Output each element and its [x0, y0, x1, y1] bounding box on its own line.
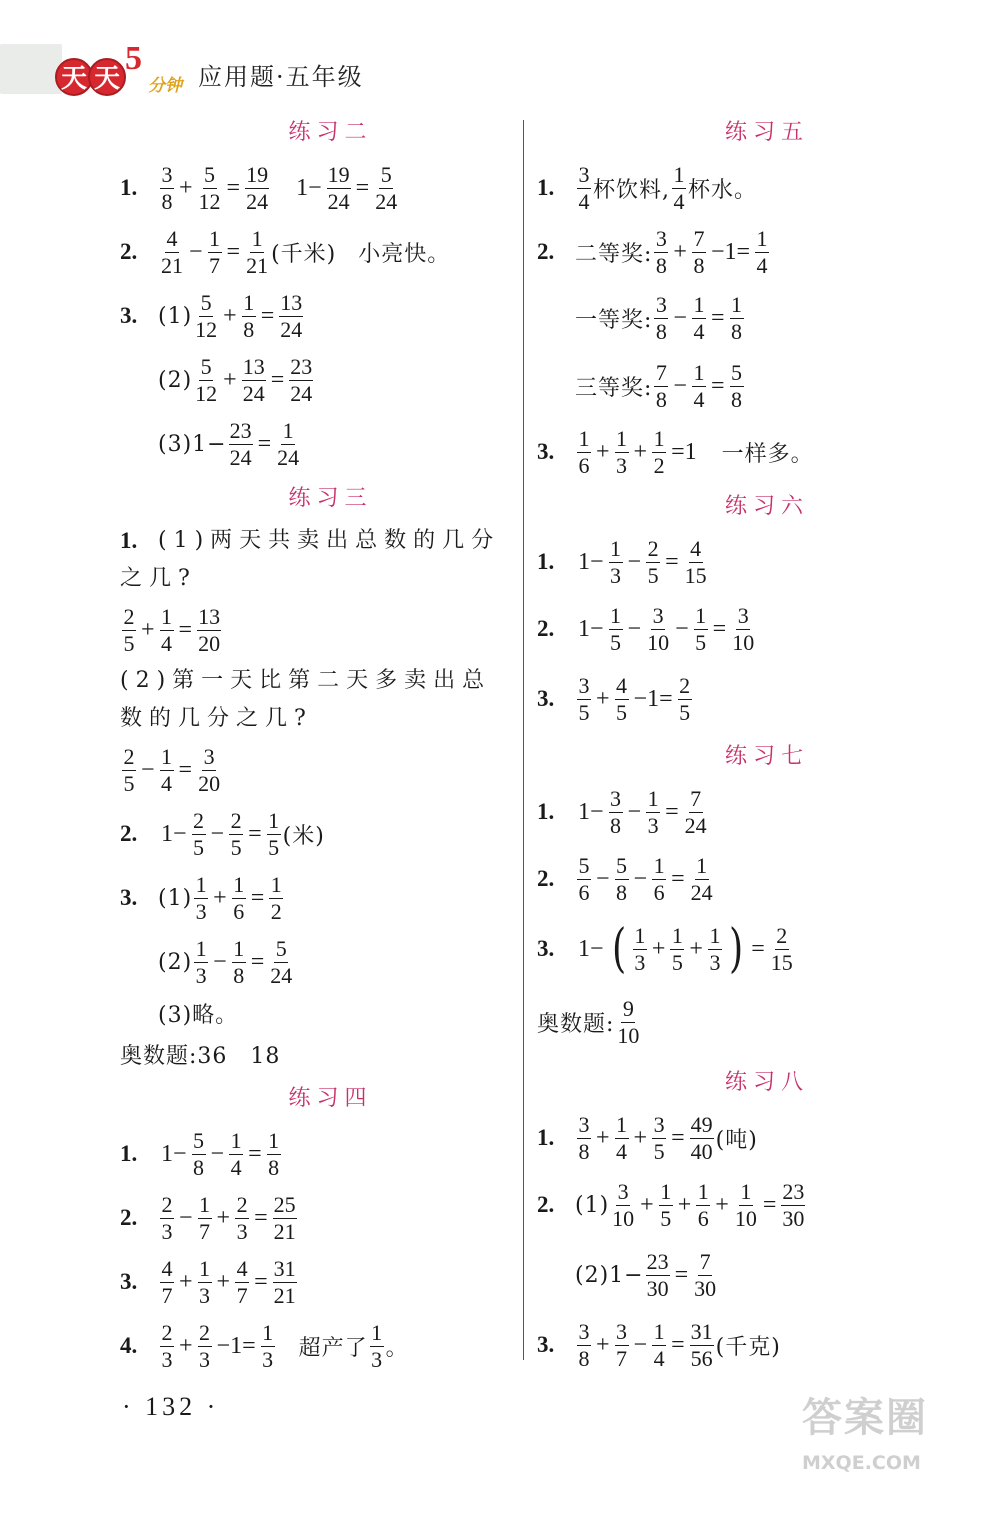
answer-text: 一样多。: [721, 441, 814, 467]
question-number: 2.: [537, 616, 555, 641]
fraction: $\frac{1}{3}$: [610, 535, 622, 588]
equation: $\frac{3}{8}$ + $\frac{5}{12}$ = $\frac{19}{24}$ 1− $\frac{19}{24}$ = $\frac{5}{24}$: [161, 161, 398, 214]
section-title-exercise-8: 练习八: [724, 1070, 809, 1095]
fraction: $\frac{7}{24}$: [684, 785, 707, 838]
column-divider: [523, 120, 524, 1360]
question-number: 3.: [120, 885, 138, 910]
fraction: $\frac{13}{24}$: [242, 353, 265, 406]
answer-row: [537, 352, 957, 420]
brand-logo-five: 5: [125, 40, 142, 77]
page-number: · 132 ·: [122, 1392, 220, 1421]
section-title-exercise-3: 练习三: [288, 486, 373, 511]
section-title-exercise-4: 练习四: [288, 1086, 373, 1111]
fraction: $\frac{31}{21}$: [273, 1255, 296, 1308]
answer-row: [120, 560, 515, 598]
fraction: $\frac{1}{5}$: [268, 807, 280, 860]
equation: $\frac{4}{21}$ − $\frac{1}{7}$ = $\frac{1}{21}$ (千米) 小亮快。: [161, 225, 451, 278]
equation: 1− $\frac{2}{5}$ − $\frac{2}{5}$ = $\frac{1}{5}$ (米): [161, 807, 325, 860]
fraction: $\frac{3}{8}$: [161, 161, 173, 214]
section-title-exercise-2: 练习二: [288, 120, 373, 145]
fraction: $\frac{3}{4}$: [578, 161, 590, 214]
brand-logo-minutes: 分钟: [148, 76, 182, 96]
fraction: $\frac{3}{10}$: [732, 602, 755, 655]
question-number: 3.: [537, 936, 555, 961]
equation: 1− $\frac{3}{8}$ − $\frac{1}{3}$ = $\frac{7}{24}$: [578, 785, 707, 838]
question-number: 2.: [120, 239, 138, 264]
fraction: $\frac{3}{8}$: [655, 291, 667, 344]
fraction: $\frac{23}{24}$: [229, 417, 252, 470]
fraction: $\frac{1}{4}$: [161, 603, 173, 656]
answer-row: [120, 220, 515, 284]
fraction: $\frac{19}{24}$: [246, 161, 269, 214]
answer-row: [537, 664, 957, 734]
answer-row: [120, 1032, 515, 1076]
brand-logo-tian-1: 天: [55, 58, 93, 96]
equation: $\frac{2}{5}$ + $\frac{1}{4}$ = $\frac{13}{20}$: [123, 603, 221, 656]
section-title-exercise-5: 练习五: [724, 120, 809, 145]
fraction: $\frac{25}{21}$: [273, 1191, 296, 1244]
fraction: $\frac{13}{24}$: [280, 289, 303, 342]
answer-row: [120, 1186, 515, 1250]
equation: (1) $\frac{3}{10}$ + $\frac{1}{5}$ + $\frac{1}{6}$ + $\frac{1}{10}$ = $\frac{23}{30}$: [575, 1178, 805, 1231]
answer-row: [120, 522, 515, 560]
fraction: $\frac{5}{12}$: [198, 161, 221, 214]
unit-label: (米): [282, 823, 325, 849]
answer-row: [537, 594, 957, 664]
fraction: $\frac{3}{8}$: [610, 785, 622, 838]
section-title-exercise-6: 练习六: [724, 494, 809, 519]
equation: $\frac{2}{3}$ − $\frac{1}{7}$ + $\frac{2}{3}$ = $\frac{25}{21}$: [161, 1191, 296, 1244]
fraction: $\frac{3}{5}$: [653, 1111, 665, 1164]
fraction: $\frac{1}{24}$: [277, 417, 300, 470]
fraction: $\frac{1}{6}$: [653, 852, 665, 905]
left-column: [120, 110, 515, 1378]
fraction: $\frac{1}{7}$: [209, 225, 221, 278]
equation: (2) $\frac{5}{12}$ + $\frac{13}{24}$ = $\frac{23}{24}$: [158, 353, 313, 406]
fraction: $\frac{1}{6}$: [697, 1178, 709, 1231]
fraction: $\frac{2}{3}$: [161, 1319, 173, 1372]
watermark: [802, 1393, 972, 1503]
equation: 1− $\frac{1}{5}$ − $\frac{3}{10}$ − $\frac{1}{5}$ = $\frac{3}{10}$: [578, 602, 755, 655]
olympiad-answer: 奥数题:36 18: [120, 1043, 281, 1069]
fraction: $\frac{2}{5}$: [193, 807, 205, 860]
unit-label: (千克): [715, 1334, 781, 1360]
question-number: 3.: [120, 303, 138, 328]
answer-text: (3)略。: [158, 1002, 239, 1028]
section-title-exercise-7: 练习七: [724, 744, 809, 769]
fraction: $\frac{9}{10}$: [617, 995, 640, 1048]
equation: $\frac{3}{8}$ + $\frac{3}{7}$ − $\frac{1}{4}$ = $\frac{31}{56}$ (千克): [578, 1318, 781, 1371]
equation: $\frac{1}{6}$ + $\frac{1}{3}$ + $\frac{1}{2}$ =1 一样多。: [578, 425, 814, 478]
fraction: $\frac{3}{8}$: [578, 1318, 590, 1371]
fraction: $\frac{23}{24}$: [290, 353, 313, 406]
question-number: 3.: [537, 686, 555, 711]
question-number: 1.: [537, 175, 555, 200]
fraction: $\frac{1}{3}$: [634, 922, 646, 975]
brand-logo-tian-2: 天: [88, 58, 126, 96]
question-number: 2.: [120, 1205, 138, 1230]
answer-row: [537, 156, 957, 220]
fraction: $\frac{7}{30}$: [694, 1248, 717, 1301]
fraction: $\frac{5}{6}$: [578, 852, 590, 905]
equation: $\frac{5}{6}$ − $\frac{5}{8}$ − $\frac{1}{6}$ = $\frac{1}{24}$: [578, 852, 713, 905]
fraction: $\frac{4}{7}$: [236, 1255, 248, 1308]
answer-row: [120, 1314, 515, 1378]
equation: (1) $\frac{1}{3}$ + $\frac{1}{6}$ = $\frac{1}{2}$: [158, 871, 282, 924]
fraction: $\frac{2}{3}$: [199, 1319, 211, 1372]
olympiad-answer: 奥数题: $\frac{9}{10}$: [537, 995, 640, 1048]
fraction: $\frac{1}{3}$: [709, 922, 721, 975]
answer-row: [120, 284, 515, 348]
fraction: $\frac{1}{4}$: [230, 1127, 242, 1180]
answer-text: 超产了: [298, 1335, 368, 1361]
fraction: $\frac{3}{8}$: [578, 1111, 590, 1164]
answer-row: [537, 530, 957, 594]
answer-row: [537, 914, 957, 984]
unit-label: (千米): [271, 241, 337, 267]
fraction: $\frac{13}{20}$: [198, 603, 221, 656]
fraction: $\frac{1}{5}$: [695, 602, 707, 655]
equation: 一等奖: $\frac{3}{8}$ − $\frac{1}{4}$ = $\frac{1}{8}$: [575, 291, 743, 344]
fraction: $\frac{1}{8}$: [268, 1127, 280, 1180]
fraction: $\frac{2}{5}$: [123, 603, 135, 656]
answer-row: [537, 284, 957, 352]
fraction: $\frac{49}{40}$: [690, 1111, 713, 1164]
fraction: $\frac{23}{30}$: [646, 1248, 669, 1301]
fraction: $\frac{19}{24}$: [327, 161, 350, 214]
question-number: 2.: [537, 1192, 555, 1217]
fraction: $\frac{2}{5}$: [679, 672, 691, 725]
fraction: $\frac{2}{15}$: [770, 922, 793, 975]
header-decoration: [0, 44, 62, 94]
fraction: $\frac{1}{5}$: [660, 1178, 672, 1231]
fraction: $\frac{3}{7}$: [616, 1318, 628, 1371]
answer-row: [537, 1106, 957, 1170]
left-parenthesis: (: [611, 919, 626, 979]
answer-row: [537, 780, 957, 844]
fraction: $\frac{5}{24}$: [375, 161, 398, 214]
question-number: 1.: [120, 1141, 138, 1166]
unit-label: (吨): [715, 1127, 758, 1153]
fraction: $\frac{1}{6}$: [578, 425, 590, 478]
fraction: $\frac{1}{3}$: [262, 1319, 274, 1372]
fraction: $\frac{3}{10}$: [612, 1178, 635, 1231]
answer-row: [120, 802, 515, 866]
fraction: $\frac{1}{3}$: [371, 1319, 383, 1372]
equation: (2)1− $\frac{23}{30}$ = $\frac{7}{30}$: [575, 1248, 717, 1301]
question-number: 4.: [120, 1333, 138, 1358]
fraction: $\frac{1}{4}$: [161, 743, 173, 796]
fraction: $\frac{3}{20}$: [198, 743, 221, 796]
fraction: $\frac{1}{3}$: [647, 785, 659, 838]
fraction: $\frac{5}{12}$: [195, 353, 218, 406]
equation: 三等奖: $\frac{7}{8}$ − $\frac{1}{4}$ = $\frac{5}{8}$: [575, 359, 743, 412]
fraction: $\frac{1}{21}$: [246, 225, 269, 278]
answer-row: [120, 994, 515, 1032]
fraction: $\frac{3}{10}$: [647, 602, 670, 655]
watermark-url: MXQE.COM: [802, 1452, 921, 1474]
question-number: 1.: [537, 549, 555, 574]
question-number: 3.: [537, 439, 555, 464]
answer-row: [537, 1170, 957, 1240]
fraction: $\frac{31}{56}$: [690, 1318, 713, 1371]
fraction: $\frac{1}{4}$: [616, 1111, 628, 1164]
question-text: (2)第一天比第二天多卖出总: [120, 668, 492, 693]
answer-row: [537, 984, 957, 1060]
fraction: $\frac{2}{3}$: [236, 1191, 248, 1244]
question-number: 1.: [537, 1125, 555, 1150]
answer-row: [120, 700, 515, 738]
fraction: $\frac{1}{7}$: [199, 1191, 211, 1244]
fraction: $\frac{1}{24}$: [690, 852, 713, 905]
question-text: (1)两天共卖出总数的几分: [158, 528, 501, 553]
answer-text: 小亮快。: [358, 241, 451, 267]
fraction: $\frac{2}{3}$: [161, 1191, 173, 1244]
fraction: $\frac{1}{3}$: [195, 871, 207, 924]
equation: 1− $\frac{1}{3}$ − $\frac{2}{5}$ = $\frac{4}{15}$: [578, 535, 707, 588]
equation: (2) $\frac{1}{3}$ − $\frac{1}{8}$ = $\frac{5}{24}$: [158, 935, 293, 988]
question-number: 2.: [537, 239, 555, 264]
watermark-logo: 答案圈: [802, 1395, 928, 1441]
answer-row: [120, 156, 515, 220]
fraction: $\frac{4}{5}$: [616, 672, 628, 725]
fraction: $\frac{5}{8}$: [193, 1127, 205, 1180]
question-number: 3.: [537, 1332, 555, 1357]
fraction: $\frac{5}{12}$: [195, 289, 218, 342]
question-text: 之几?: [120, 566, 197, 591]
book-title: 应用题·五年级: [198, 63, 364, 91]
page-header: [0, 40, 600, 100]
fraction: $\frac{1}{4}$: [756, 225, 768, 278]
fraction: $\frac{1}{3}$: [199, 1255, 211, 1308]
fraction: $\frac{7}{8}$: [655, 359, 667, 412]
answer-row: [120, 930, 515, 994]
fraction: $\frac{1}{4}$: [653, 1318, 665, 1371]
equation: $\frac{3}{4}$ 杯饮料, $\frac{1}{4}$ 杯水。: [578, 161, 758, 214]
right-column: [537, 110, 957, 1380]
answer-row: [537, 220, 957, 284]
question-number: 2.: [120, 821, 138, 846]
fraction: $\frac{1}{2}$: [270, 871, 282, 924]
fraction: $\frac{1}{2}$: [653, 425, 665, 478]
fraction: $\frac{23}{30}$: [782, 1178, 805, 1231]
question-text: 数的几分之几?: [120, 706, 313, 731]
question-number: 2.: [537, 866, 555, 891]
fraction: $\frac{4}{7}$: [161, 1255, 173, 1308]
right-parenthesis: ): [728, 919, 744, 979]
fraction: $\frac{4}{21}$: [161, 225, 183, 278]
equation: $\frac{2}{3}$ + $\frac{2}{3}$ −1= $\frac{1}{3}$ 超产了 $\frac{1}{3}$ 。: [161, 1319, 409, 1372]
equation: 二等奖: $\frac{3}{8}$ + $\frac{7}{8}$ −1= $\frac{1}{4}$: [575, 225, 768, 278]
fraction: $\frac{1}{5}$: [610, 602, 622, 655]
equation: (1) $\frac{5}{12}$ + $\frac{1}{8}$ = $\frac{13}{24}$: [158, 289, 303, 342]
answer-row: [537, 420, 957, 484]
answer-row: [537, 844, 957, 914]
fraction: $\frac{2}{5}$: [230, 807, 242, 860]
fraction: $\frac{1}{8}$: [731, 291, 743, 344]
fraction: $\frac{1}{4}$: [693, 359, 705, 412]
fraction: $\frac{1}{4}$: [673, 161, 685, 214]
answer-row: [120, 738, 515, 802]
fraction: $\frac{5}{8}$: [731, 359, 743, 412]
fraction: $\frac{5}{24}$: [270, 935, 293, 988]
fraction: $\frac{1}{4}$: [693, 291, 705, 344]
fraction: $\frac{1}{10}$: [734, 1178, 757, 1231]
answer-row: [120, 1122, 515, 1186]
fraction: $\frac{2}{5}$: [647, 535, 659, 588]
fraction: $\frac{1}{3}$: [616, 425, 628, 478]
equation: (3)1− $\frac{23}{24}$ = $\frac{1}{24}$: [158, 417, 300, 470]
equation: 1− $\frac{5}{8}$ − $\frac{1}{4}$ = $\frac{1}{8}$: [161, 1127, 280, 1180]
question-number: 3.: [120, 1269, 138, 1294]
equation: $\frac{3}{8}$ + $\frac{1}{4}$ + $\frac{3}{5}$ = $\frac{49}{40}$ (吨): [578, 1111, 758, 1164]
equation: $\frac{4}{7}$ + $\frac{1}{3}$ + $\frac{4}{7}$ = $\frac{31}{21}$: [161, 1255, 296, 1308]
fraction: $\frac{7}{8}$: [693, 225, 705, 278]
answer-row: [120, 866, 515, 930]
fraction: $\frac{1}{6}$: [233, 871, 245, 924]
equation: 1− ( $\frac{1}{3}$ + $\frac{1}{5}$ + $\frac{1}{3}$ ) = $\frac{2}{15}$: [578, 919, 793, 979]
fraction: $\frac{1}{8}$: [243, 289, 255, 342]
fraction: $\frac{3}{5}$: [578, 672, 590, 725]
question-number: 1.: [537, 799, 555, 824]
answer-row: [120, 348, 515, 412]
equation: $\frac{3}{5}$ + $\frac{4}{5}$ −1= $\frac{2}{5}$: [578, 672, 691, 725]
fraction: $\frac{4}{15}$: [684, 535, 707, 588]
answer-row: [120, 598, 515, 662]
fraction: $\frac{3}{8}$: [655, 225, 667, 278]
question-number: 1.: [120, 528, 138, 553]
question-number: 1.: [120, 175, 138, 200]
answer-row: [537, 1310, 957, 1380]
answer-row: [120, 1250, 515, 1314]
equation: $\frac{2}{5}$ − $\frac{1}{4}$ = $\frac{3}{20}$: [123, 743, 221, 796]
fraction: $\frac{1}{5}$: [671, 922, 683, 975]
fraction: $\frac{1}{8}$: [233, 935, 245, 988]
fraction: $\frac{2}{5}$: [123, 743, 135, 796]
answer-row: [120, 412, 515, 476]
fraction: $\frac{1}{3}$: [195, 935, 207, 988]
answer-row: [120, 662, 515, 700]
answer-row: [537, 1240, 957, 1310]
fraction: $\frac{5}{8}$: [616, 852, 628, 905]
